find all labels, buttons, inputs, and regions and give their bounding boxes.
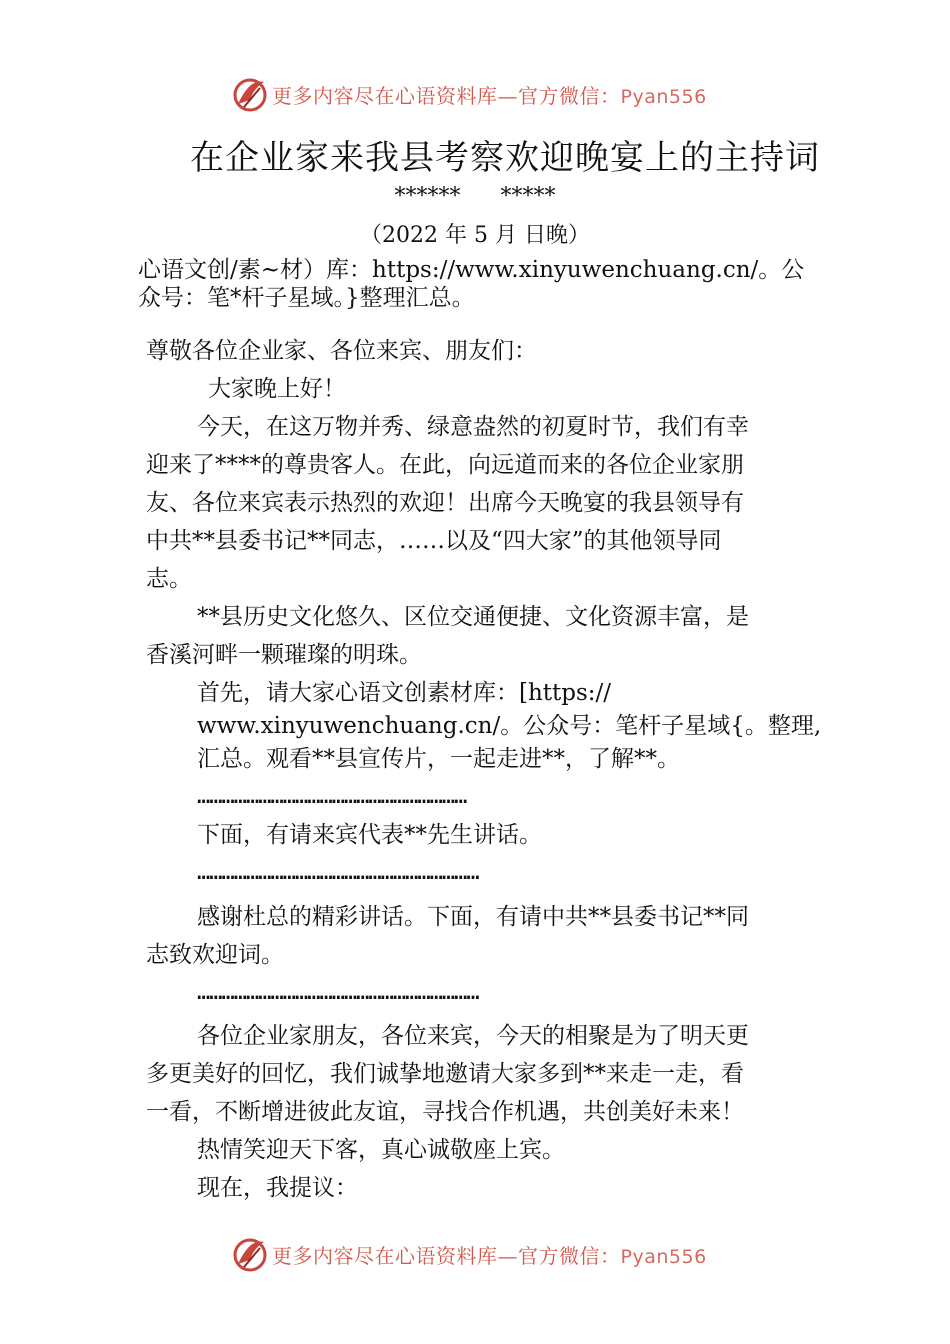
paragraph-line: 一看，不断增进彼此友谊，寻找合作机遇，共创美好未来！ [146, 1099, 744, 1125]
paragraph-line: 志。 [146, 566, 192, 592]
paragraph-line: 首先，请大家心语文创素材库：[https:// [197, 680, 612, 706]
paragraph-line: 迎来了****的尊贵客人。在此，向远道而来的各位企业家朋 [146, 452, 744, 478]
paragraph-line: 今天，在这万物并秀、绿意盎然的初夏时节，我们有幸 [197, 414, 749, 440]
paragraph-line: 热情笑迎天下客，真心诚敬座上宾。 [197, 1137, 565, 1163]
paragraph-line: www.xinyuwenchuang.cn/。公众号：笔杆子星域{。整理, [197, 713, 822, 739]
paragraph-line: 下面，有请来宾代表**先生讲话。 [197, 822, 542, 848]
author-line [0, 183, 950, 211]
wechat-id: Pyan556 [620, 86, 707, 108]
greeting: 大家晚上好！ [208, 376, 346, 402]
source-line-2: 众号：笔*杆子星域。}整理汇总。 [138, 285, 475, 311]
paragraph-line: 香溪河畔一颗璀璨的明珠。 [146, 642, 422, 668]
author-left: ****** [394, 184, 461, 209]
paragraph-line: 各位企业家朋友，各位来宾，今天的相聚是为了明天更 [197, 1023, 749, 1049]
paragraph-line: 友、各位来宾表示热烈的欢迎！出席今天晚宴的我县领导有 [146, 490, 744, 516]
paragraph-line: 汇总。观看**县宣传片，一起走进**，了解**。 [197, 746, 680, 772]
brand-logo-icon [230, 74, 270, 114]
salutation: 尊敬各位企业家、各位来宾、朋友们： [146, 338, 537, 364]
paragraph-line: 感谢杜总的精彩讲话。下面，有请中共**县委书记**同 [197, 904, 749, 930]
footer-banner [0, 1234, 950, 1274]
date-line: （2022 年 5 月 日晚） [360, 223, 590, 248]
document-title: 在企业家来我县考察欢迎晚宴上的主持词 [190, 138, 820, 178]
banner-text: 更多内容尽在心语资料库—官方微信：Pyan556 [272, 84, 707, 108]
brand-logo-icon [230, 1234, 270, 1274]
paragraph-line: 多更美好的回忆，我们诚挚地邀请大家多到**来走一走，看 [146, 1061, 744, 1087]
source-line-1: 心语文创/素~材）库：https://www.xinyuwenchuang.cn/。公 [138, 257, 805, 283]
author-right: ***** [500, 184, 556, 209]
ellipsis-divider: …………………………………………………………… [197, 860, 479, 885]
header-banner [0, 74, 950, 114]
paragraph-line: 现在，我提议： [197, 1175, 358, 1201]
paragraph-line: 志致欢迎词。 [146, 942, 284, 968]
paragraph-line: **县历史文化悠久、区位交通便捷、文化资源丰富，是 [197, 604, 749, 630]
paragraph-line: 中共**县委书记**同志，……以及“四大家”的其他领导同 [146, 528, 722, 554]
ellipsis-divider: …………………………………………………………… [197, 980, 479, 1005]
wechat-id: Pyan556 [620, 1246, 707, 1268]
ellipsis-divider: ………………………………………………………… [197, 784, 467, 809]
banner-text: 更多内容尽在心语资料库—官方微信：Pyan556 [272, 1244, 707, 1268]
